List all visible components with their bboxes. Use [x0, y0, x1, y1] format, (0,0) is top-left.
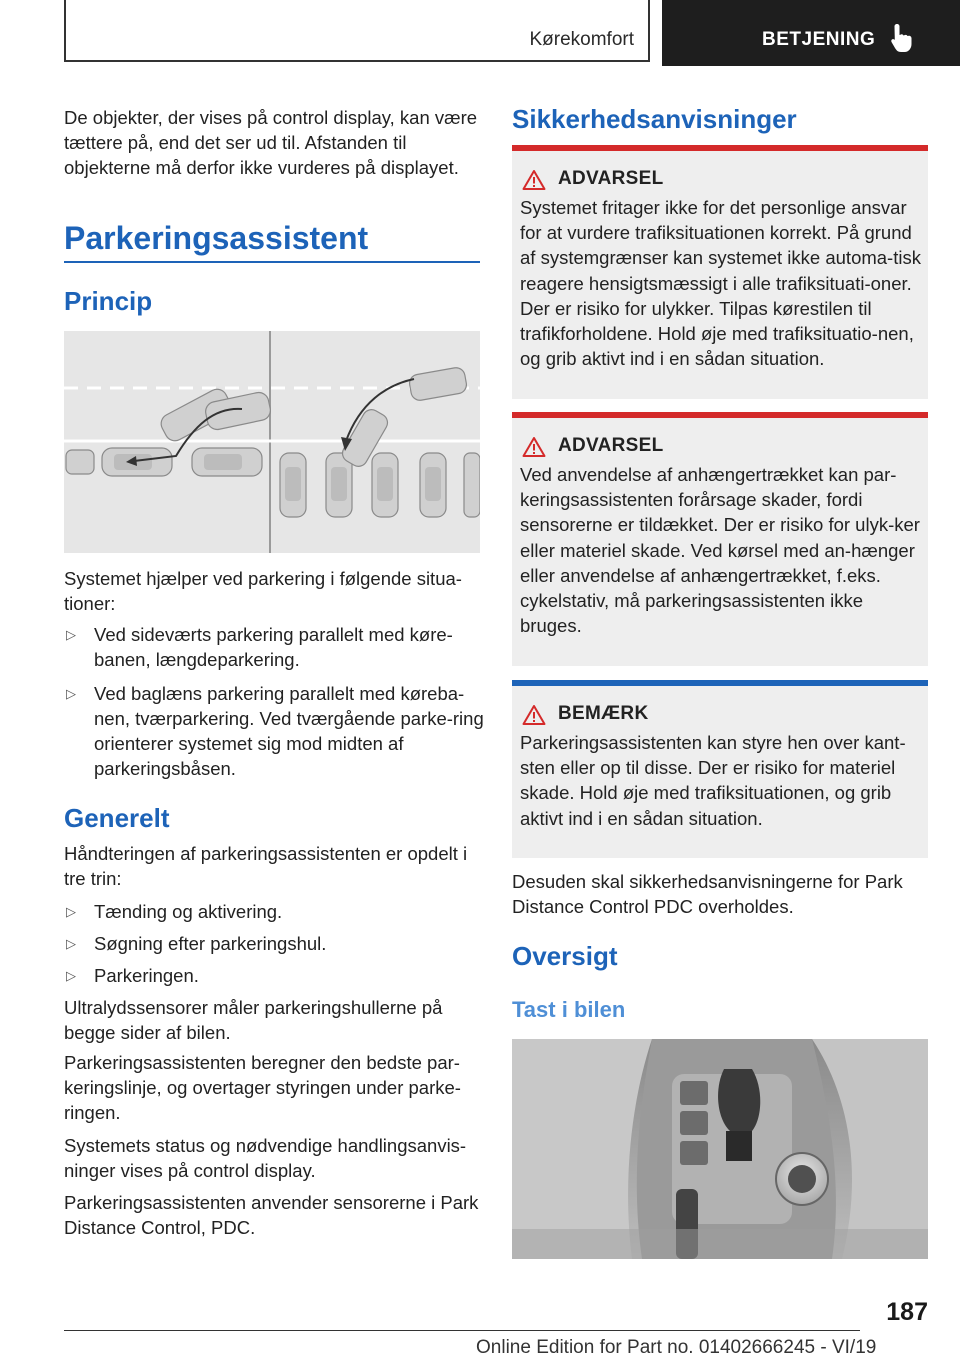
section-tab [64, 0, 650, 62]
list-item: ▷ Søgning efter parkeringshul. [66, 933, 327, 954]
parking-illustration [64, 331, 480, 553]
list-item: ▷ Parkeringen. [66, 965, 199, 986]
chapter-label: BETJENING [762, 29, 876, 50]
triangle-bullet-icon: ▷ [66, 904, 76, 919]
warning-body: Systemet fritager ikke for det personlige ansvar for at vurdere trafiksituationen korrekt. På grund af systemgrænser kan systemet ikke automa-tisk reagere hensigtsmæssigt i alle trafiksituati-oner. Der er risiko for ulykker. Tilpas kørestilen til trafikforholdene. Hold øje med trafiksituatio-nen, og grib aktivt ind i en sådan situation. [520, 197, 921, 370]
note-title: BEMÆRK [558, 703, 649, 724]
princip-text: Systemet hjælper ved parkering i følgende situa-tioner: [64, 568, 462, 614]
list-item: ▷ Ved sideværts parkering parallelt med køre-banen, længdeparkering. [66, 624, 453, 670]
triangle-bullet-icon: ▷ [66, 627, 76, 642]
title-rule [64, 261, 480, 263]
warning-body: Ved anvendelse af anhængertrækket kan par-keringsassistenten forårsage skader, fordi sensorerne er tildækket. Der er risiko for ulyk-ker eller materiel skade. Ved kørsel med an-hænger eller anvendelse af anhængertrækket, f.eks. cykelstativ, må parkeringsassistenten ikke bruges. [520, 464, 920, 637]
page-title: Parkeringsassistent [64, 220, 369, 256]
warning-title: ADVARSEL [558, 168, 664, 189]
triangle-bullet-icon: ▷ [66, 686, 76, 701]
heading-generelt: Generelt [64, 803, 170, 833]
generelt-list [64, 899, 484, 988]
heading-sikkerhed: Sikkerhedsanvisninger [512, 104, 797, 134]
hand-pointer-icon [888, 22, 916, 54]
paragraph-sensors: Ultralydssensorer måler parkeringshullerne på begge sider af bilen. [64, 997, 443, 1043]
list-item: ▷ Ved baglæns parkering parallelt med køreba-nen, tværparkering. Ved tværgående parke-ring orienterer systemet sig mod midten af parkeringsbåsen. [66, 683, 484, 779]
list-item: ▷ Tænding og aktivering. [66, 901, 283, 922]
paragraph-pdc: Parkeringsassistenten anvender sensorerne i Park Distance Control, PDC. [64, 1192, 479, 1238]
princip-list [64, 622, 484, 781]
warning-triangle-icon [522, 169, 546, 191]
warning-title: ADVARSEL [558, 435, 664, 456]
warning-triangle-icon [522, 704, 546, 726]
note-body: Parkeringsassistenten kan styre hen over kant-sten eller op til disse. Der er risiko for materiel skade. Hold øje med trafiksituationen, og grib aktivt ind i en sådan situation. [520, 732, 906, 829]
note-box [512, 680, 928, 858]
warning-box-2 [512, 412, 928, 666]
triangle-bullet-icon: ▷ [66, 936, 76, 951]
intro-paragraph: De objekter, der vises på control display, kan være tættere på, end det ser ud til. Afstanden til objekterne må derfor ikke vurderes på displayet. [64, 107, 478, 178]
paragraph-calculation: Parkeringsassistenten beregner den bedste par-keringslinje, og overtager styringen under parke-ringen. [64, 1052, 461, 1123]
car-console-photo [512, 1039, 928, 1259]
warning-bar [512, 412, 928, 418]
warning-triangle-icon [522, 436, 546, 458]
note-bar [512, 680, 928, 686]
pdc-paragraph: Desuden skal sikkerhedsanvisningerne for Park Distance Control PDC overholdes. [512, 871, 903, 917]
page-header [0, 0, 960, 66]
heading-tast-i-bilen: Tast i bilen [512, 997, 626, 1022]
section-label: Kørekomfort [529, 29, 634, 50]
heading-princip: Princip [64, 286, 153, 316]
footer-edition: Online Edition for Part no. 01402666245 - VI/19 [476, 1337, 877, 1358]
warning-box-1 [512, 145, 928, 399]
generelt-text: Håndteringen af parkeringsassistenten er opdelt i tre trin: [64, 843, 468, 889]
triangle-bullet-icon: ▷ [66, 968, 76, 983]
paragraph-status: Systemets status og nødvendige handlingsanvis-ninger vises på control display. [64, 1135, 467, 1181]
warning-bar [512, 145, 928, 151]
chapter-tab [662, 0, 960, 66]
page-number: 187 [886, 1298, 928, 1326]
heading-oversigt: Oversigt [512, 941, 618, 971]
footer-rule [64, 1330, 860, 1331]
